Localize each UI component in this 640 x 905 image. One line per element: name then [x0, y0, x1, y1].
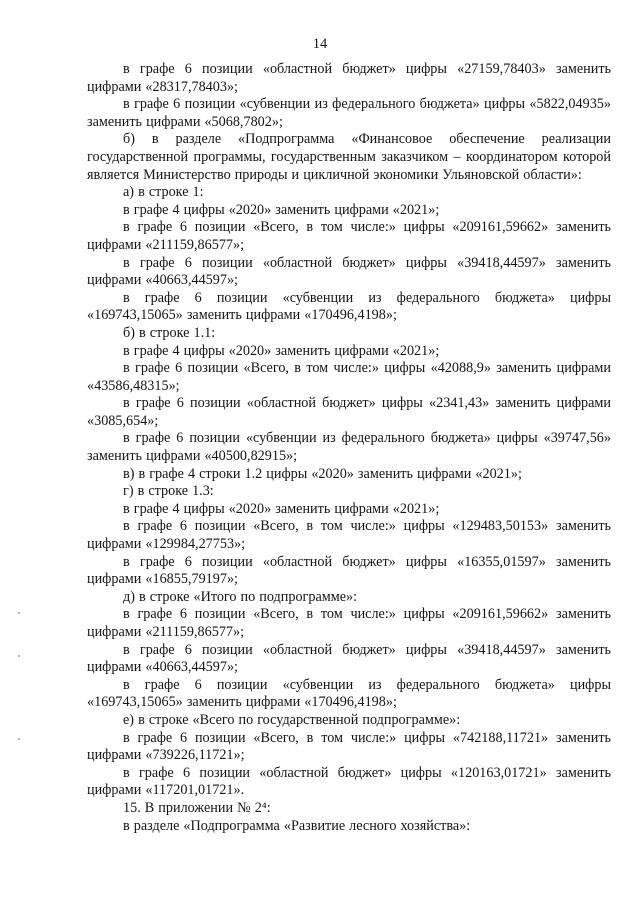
- scan-speck: [18, 612, 20, 614]
- paragraph-15: г) в строке 1.3:: [123, 483, 214, 500]
- paragraph-1: в графе 6 позиции «областной бюджет» цифры «27159,78403» заменить цифрами «28317,78403»;: [87, 61, 611, 95]
- document-body: [87, 61, 611, 835]
- paragraph-22: в графе 6 позиции «субвенции из федерального бюджета» цифры «169743,15065» заменить цифрами «170496,4198»;: [87, 676, 611, 711]
- paragraph-11: в графе 6 позиции «Всего, в том числе:» цифры «42088,9» заменить цифрами «43586,48315»;: [87, 360, 611, 394]
- paragraph-10: в графе 4 цифры «2020» заменить цифрами «2021»;: [123, 342, 440, 359]
- paragraph-5: в графе 4 цифры «2020» заменить цифрами «2021»;: [123, 201, 440, 218]
- paragraph-24: в графе 6 позиции «Всего, в том числе:» цифры «742188,11721» заменить цифрами «739226,11721»;: [87, 729, 611, 764]
- paragraph-20: в графе 6 позиции «Всего, в том числе:» цифры «209161,59662» заменить цифрами «211159,86577»;: [87, 606, 611, 640]
- paragraph-6: в графе 6 позиции «Всего, в том числе:» цифры «209161,59662» заменить цифрами «211159,86577»;: [87, 219, 611, 253]
- paragraph-19: д) в строке «Итого по подпрограмме»:: [123, 588, 358, 605]
- paragraph-2: в графе 6 позиции «субвенции из федерального бюджета» цифры «5822,04935» заменить цифрами «5068,7802»;: [87, 96, 611, 130]
- page-number: 14: [312, 36, 328, 52]
- paragraph-7: в графе 6 позиции «областной бюджет» цифры «39418,44597» заменить цифрами «40663,44597»;: [87, 254, 611, 289]
- paragraph-27: в разделе «Подпрограмма «Развитие лесного хозяйства»:: [123, 817, 471, 834]
- paragraph-18: в графе 6 позиции «областной бюджет» цифры «16355,01597» заменить цифрами «16855,79197»;: [87, 553, 611, 588]
- paragraph-8: в графе 6 позиции «субвенции из федерального бюджета» цифры «169743,15065» заменить цифрами «170496,4198»;: [87, 289, 611, 324]
- paragraph-12: в графе 6 позиции «областной бюджет» цифры «2341,43» заменить цифрами «3085,654»;: [87, 395, 611, 429]
- paragraph-25: в графе 6 позиции «областной бюджет» цифры «120163,01721» заменить цифрами «117201,01721».: [87, 764, 611, 799]
- paragraph-9: б) в строке 1.1:: [123, 324, 216, 341]
- paragraph-14: в) в графе 4 строки 1.2 цифры «2020» заменить цифрами «2021»;: [123, 465, 522, 482]
- paragraph-21: в графе 6 позиции «областной бюджет» цифры «39418,44597» заменить цифрами «40663,44597»;: [87, 641, 611, 676]
- paragraph-13: в графе 6 позиции «субвенции из федерального бюджета» цифры «39747,56» заменить цифрами «40500,82915»;: [87, 430, 611, 465]
- paragraph-23: е) в строке «Всего по государственной подпрограмме»:: [123, 711, 461, 728]
- paragraph-26: 15. В приложении № 2⁴:: [123, 799, 271, 816]
- scan-speck: [18, 738, 20, 740]
- paragraph-16: в графе 4 цифры «2020» заменить цифрами «2021»;: [123, 500, 440, 517]
- paragraph-17: в графе 6 позиции «Всего, в том числе:» цифры «129483,50153» заменить цифрами «129984,27753»;: [87, 518, 611, 553]
- paragraph-3: б) в разделе «Подпрограмма «Финансовое обеспечение реализации государственной программы, государственным заказчиком – координатором которой является Министерство природы и цикличной экономики Ульяновской области»:: [87, 131, 611, 183]
- paragraph-4: а) в строке 1:: [123, 184, 204, 201]
- scan-speck: [18, 655, 20, 657]
